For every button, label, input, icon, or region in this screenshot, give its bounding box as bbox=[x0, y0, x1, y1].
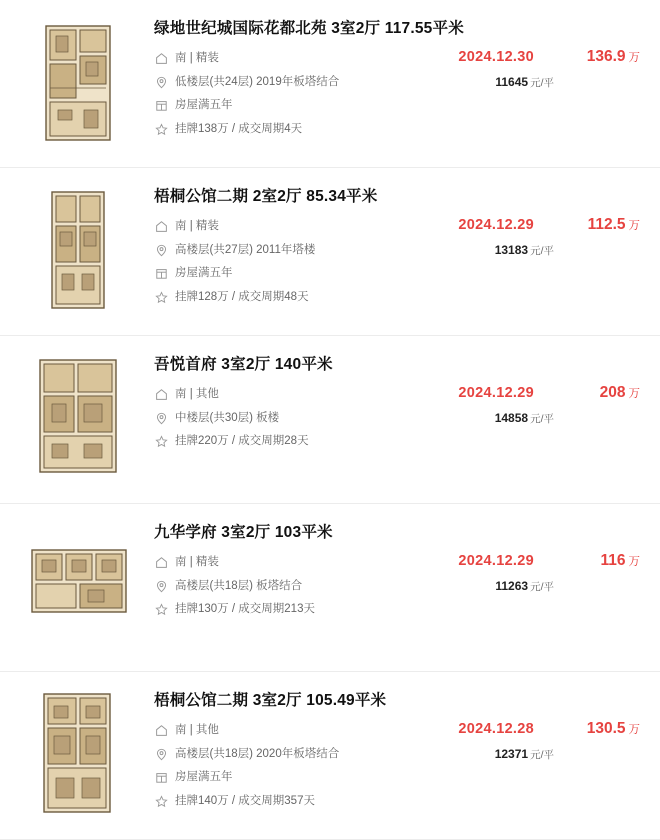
listing-title[interactable]: 梧桐公馆二期 3室2厅 105.49平米 bbox=[154, 692, 387, 709]
home-icon bbox=[154, 51, 168, 65]
deal-date: 2024.12.29 bbox=[458, 553, 534, 569]
floorplan-thumbnail[interactable] bbox=[18, 18, 138, 148]
listing-price-text: 挂牌220万 / 成交周期28天 bbox=[175, 435, 309, 448]
calendar-icon bbox=[154, 267, 168, 281]
tax-text: 房屋满五年 bbox=[175, 267, 233, 280]
orientation-text: 南 | 精装 bbox=[175, 219, 219, 232]
star-icon bbox=[154, 123, 168, 137]
location-icon bbox=[154, 411, 168, 425]
listing-price-row bbox=[154, 602, 640, 617]
price-block bbox=[410, 552, 640, 594]
listing-price-row bbox=[154, 434, 640, 449]
price-block bbox=[410, 216, 640, 258]
orientation-text: 南 | 其他 bbox=[175, 723, 219, 736]
home-icon bbox=[154, 219, 168, 233]
tax-row bbox=[154, 98, 640, 113]
floor-text: 高楼层(共27层) 2011年塔楼 bbox=[175, 243, 316, 256]
list-item[interactable] bbox=[0, 168, 660, 336]
listing-title[interactable]: 梧桐公馆二期 2室2厅 85.34平米 bbox=[154, 188, 378, 205]
total-price: 208 万 bbox=[599, 384, 640, 401]
total-price-unit: 万 bbox=[628, 220, 640, 232]
listing-title[interactable]: 吾悦首府 3室2厅 140平米 bbox=[154, 356, 333, 373]
total-price: 130.5 万 bbox=[586, 720, 640, 737]
star-icon bbox=[154, 435, 168, 449]
total-price-unit: 万 bbox=[628, 724, 640, 736]
floorplan-thumbnail[interactable] bbox=[18, 186, 138, 316]
star-icon bbox=[154, 291, 168, 305]
home-icon bbox=[154, 387, 168, 401]
price-block bbox=[410, 384, 640, 426]
unit-price-suffix: 元/平 bbox=[530, 77, 554, 89]
deal-date: 2024.12.30 bbox=[458, 49, 534, 65]
floorplan-thumbnail[interactable] bbox=[18, 354, 138, 484]
unit-price: 11645 元/平 bbox=[495, 75, 554, 89]
list-item[interactable] bbox=[0, 672, 660, 840]
floor-text: 高楼层(共18层) 2020年板塔结合 bbox=[175, 747, 340, 760]
location-icon bbox=[154, 243, 168, 257]
deal-date: 2024.12.29 bbox=[458, 385, 534, 401]
star-icon bbox=[154, 795, 168, 809]
total-price: 116 万 bbox=[600, 552, 640, 569]
tax-row bbox=[154, 266, 640, 281]
deal-date: 2024.12.29 bbox=[458, 217, 534, 233]
unit-price: 14858 元/平 bbox=[494, 411, 554, 425]
listing-price-row bbox=[154, 794, 640, 809]
listing-price-row bbox=[154, 290, 640, 305]
home-icon bbox=[154, 723, 168, 737]
orientation-text: 南 | 精装 bbox=[175, 51, 219, 64]
tax-text: 房屋满五年 bbox=[175, 99, 233, 112]
total-price: 136.9 万 bbox=[586, 48, 640, 65]
home-icon bbox=[154, 555, 168, 569]
floor-text: 高楼层(共18层) 板塔结合 bbox=[175, 579, 303, 592]
list-item[interactable] bbox=[0, 0, 660, 168]
tax-row bbox=[154, 770, 640, 785]
unit-price-suffix: 元/平 bbox=[530, 413, 554, 425]
tax-text: 房屋满五年 bbox=[175, 771, 233, 784]
location-icon bbox=[154, 579, 168, 593]
orientation-text: 南 | 其他 bbox=[175, 387, 219, 400]
listing-price-row bbox=[154, 122, 640, 137]
listing-price-text: 挂牌138万 / 成交周期4天 bbox=[175, 123, 303, 136]
unit-price-suffix: 元/平 bbox=[530, 245, 554, 257]
price-block bbox=[410, 720, 640, 762]
list-item[interactable] bbox=[0, 336, 660, 504]
total-price-unit: 万 bbox=[628, 388, 640, 400]
location-icon bbox=[154, 747, 168, 761]
calendar-icon bbox=[154, 771, 168, 785]
listing-price-text: 挂牌130万 / 成交周期213天 bbox=[175, 603, 315, 616]
location-icon bbox=[154, 75, 168, 89]
total-price: 112.5 万 bbox=[587, 216, 640, 233]
listing-price-text: 挂牌128万 / 成交周期48天 bbox=[175, 291, 309, 304]
deal-date: 2024.12.28 bbox=[458, 721, 534, 737]
list-item[interactable] bbox=[0, 504, 660, 672]
floor-text: 低楼层(共24层) 2019年板塔结合 bbox=[175, 75, 340, 88]
floorplan-thumbnail[interactable] bbox=[18, 690, 138, 820]
unit-price: 13183 元/平 bbox=[494, 243, 554, 257]
orientation-text: 南 | 精装 bbox=[175, 555, 219, 568]
unit-price-suffix: 元/平 bbox=[530, 749, 554, 761]
listing-price-text: 挂牌140万 / 成交周期357天 bbox=[175, 795, 315, 808]
unit-price-suffix: 元/平 bbox=[530, 581, 554, 593]
floorplan-thumbnail[interactable] bbox=[18, 522, 138, 652]
listing-title[interactable]: 绿地世纪城国际花都北苑 3室2厅 117.55平米 bbox=[154, 20, 464, 37]
total-price-unit: 万 bbox=[628, 556, 640, 568]
total-price-unit: 万 bbox=[628, 52, 640, 64]
star-icon bbox=[154, 603, 168, 617]
price-block bbox=[410, 48, 640, 90]
unit-price: 11263 元/平 bbox=[495, 579, 554, 593]
floor-text: 中楼层(共30层) 板楼 bbox=[175, 411, 280, 424]
listing-title[interactable]: 九华学府 3室2厅 103平米 bbox=[154, 524, 333, 541]
unit-price: 12371 元/平 bbox=[494, 747, 554, 761]
calendar-icon bbox=[154, 99, 168, 113]
